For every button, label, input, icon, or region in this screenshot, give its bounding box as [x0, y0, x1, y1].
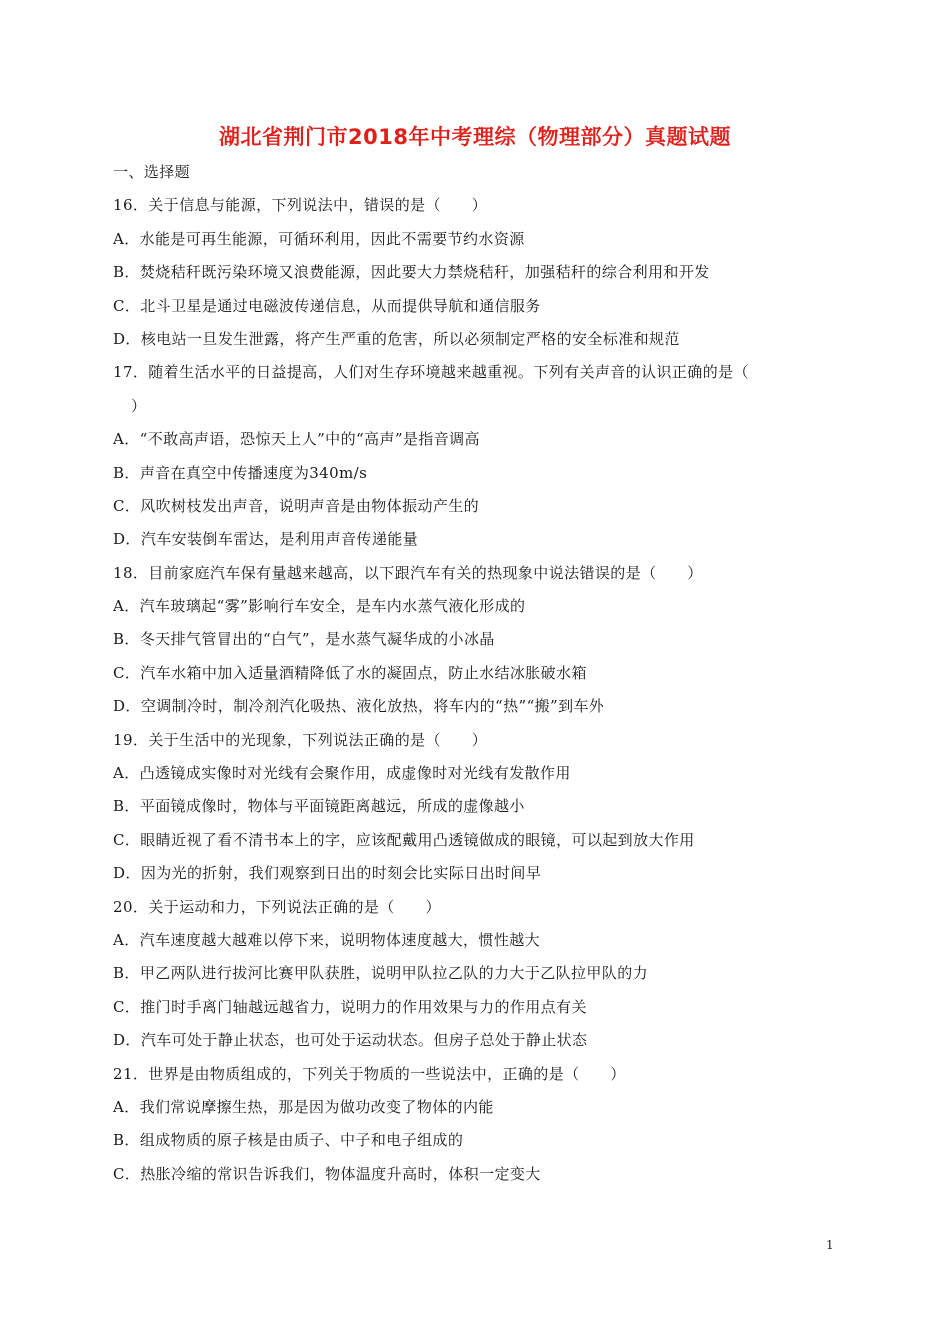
question-20-option-d: D．汽车可处于静止状态，也可处于运动状态。但房子总处于静止状态	[113, 1031, 588, 1050]
question-17-stem: 17．随着生活水平的日益提高，人们对生存环境越来越重视。下列有关声音的认识正确的是（	[113, 363, 749, 382]
question-19-option-c: C．眼睛近视了看不清书本上的字，应该配戴用凸透镜做成的眼镜，可以起到放大作用	[113, 830, 695, 849]
question-21-option-a: A．我们常说摩擦生热，那是因为做功改变了物体的内能	[113, 1097, 494, 1116]
question-content	[113, 160, 873, 1195]
question-18-option-d: D．空调制冷时，制冷剂汽化吸热、液化放热，将车内的“热”“搬”到车外	[113, 697, 605, 716]
question-21-stem: 21．世界是由物质组成的，下列关于物质的一些说法中，正确的是（ ）	[113, 1064, 626, 1083]
page-title: 湖北省荆门市2018年中考理综（物理部分）真题试题	[219, 125, 731, 149]
question-21-option-c: C．热胀冷缩的常识告诉我们，物体温度升高时，体积一定变大	[113, 1164, 541, 1183]
question-17-option-b: B．声音在真空中传播速度为340m/s	[113, 463, 368, 482]
question-20-stem: 20．关于运动和力，下列说法正确的是（ ）	[113, 897, 441, 916]
page-number: 1	[826, 1238, 834, 1252]
question-18-option-a: A．汽车玻璃起“雾”影响行车安全，是车内水蒸气液化形成的	[113, 597, 526, 616]
question-20-option-b: B．甲乙两队进行拔河比赛甲队获胜，说明甲队拉乙队的力大于乙队拉甲队的力	[113, 964, 649, 983]
question-16-option-d: D．核电站一旦发生泄露，将产生严重的危害，所以必须制定严格的安全标准和规范	[113, 329, 680, 348]
question-17-stem-continuation: ）	[131, 396, 147, 415]
question-21-option-b: B．组成物质的原子核是由质子、中子和电子组成的	[113, 1131, 464, 1150]
question-17-option-d: D．汽车安装倒车雷达，是利用声音传递能量	[113, 530, 419, 549]
question-19-option-d: D．因为光的折射，我们观察到日出的时刻会比实际日出时间早	[113, 864, 542, 883]
question-18-option-b: B．冬天排气管冒出的“白气”，是水蒸气凝华成的小冰晶	[113, 630, 495, 649]
question-16-stem: 16．关于信息与能源，下列说法中，错误的是（ ）	[113, 196, 488, 215]
question-17-option-c: C．风吹树枝发出声音，说明声音是由物体振动产生的	[113, 496, 480, 515]
question-20-option-a: A．汽车速度越大越难以停下来，说明物体速度越大，惯性越大	[113, 930, 541, 949]
question-19-option-a: A．凸透镜成实像时对光线有会聚作用，成虚像时对光线有发散作用	[113, 764, 571, 783]
question-18-stem: 18．目前家庭汽车保有量越来越高，以下跟汽车有关的热现象中说法错误的是（ ）	[113, 563, 703, 582]
question-18-option-c: C．汽车水箱中加入适量酒精降低了水的凝固点，防止水结冰胀破水箱	[113, 663, 587, 682]
question-17-option-a: A．“不敢高声语，恐惊天上人”中的“高声”是指音调高	[113, 430, 480, 449]
question-20-option-c: C．推门时手离门轴越远越省力，说明力的作用效果与力的作用点有关	[113, 997, 587, 1016]
question-16-option-b: B．焚烧秸秆既污染环境又浪费能源，因此要大力禁烧秸秆，加强秸秆的综合利用和开发	[113, 263, 710, 282]
question-16-option-a: A．水能是可再生能源，可循环利用，因此不需要节约水资源	[113, 229, 525, 248]
section-heading: 一、选择题	[113, 163, 191, 181]
question-19-stem: 19．关于生活中的光现象，下列说法正确的是（ ）	[113, 730, 488, 749]
question-16-option-c: C．北斗卫星是通过电磁波传递信息，从而提供导航和通信服务	[113, 296, 541, 315]
question-19-option-b: B．平面镜成像时，物体与平面镜距离越远，所成的虚像越小	[113, 797, 525, 816]
